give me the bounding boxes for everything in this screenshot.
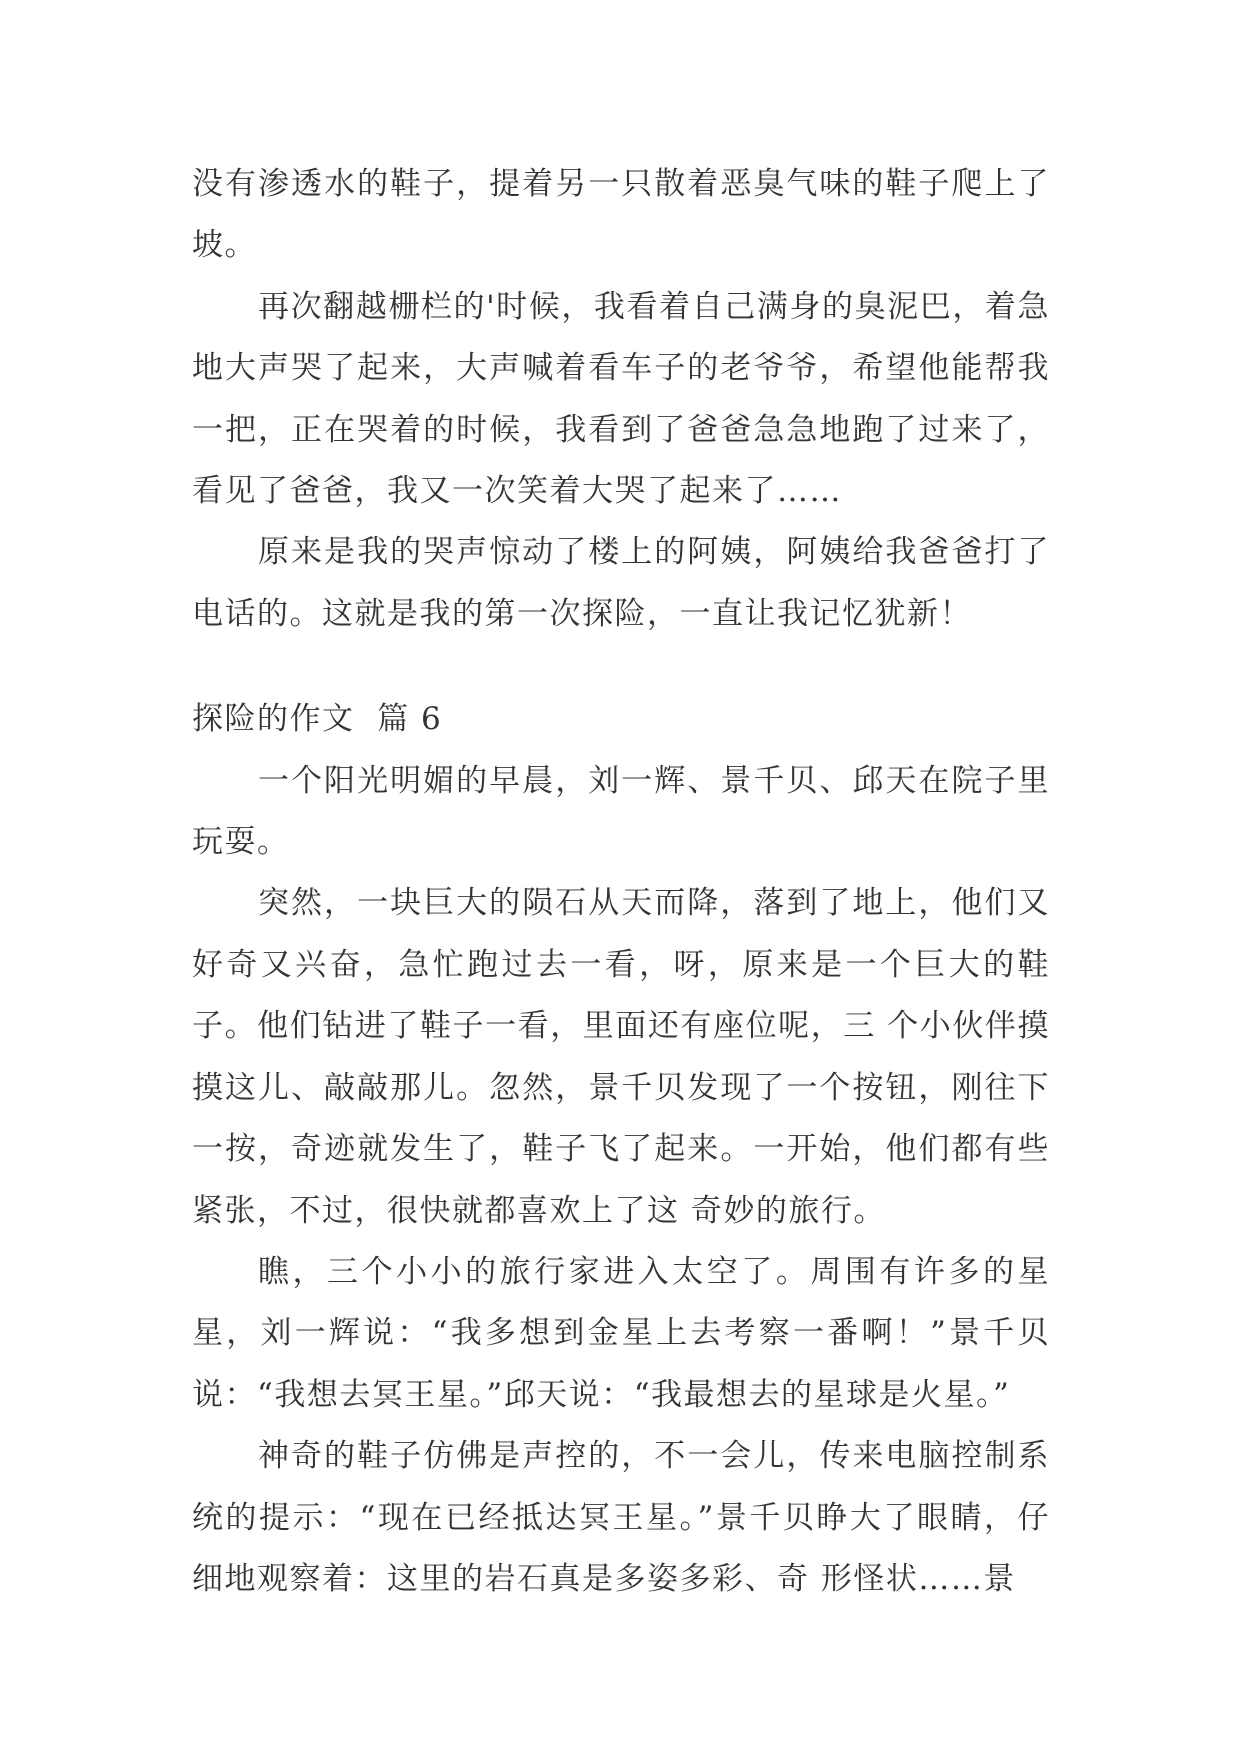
paragraph: 神奇的鞋子仿佛是声控的，不一会儿，传来电脑控制系统的提示：“现在已经抵达冥王星。”景千贝睁大了眼睛，仔细地观察着：这里的岩石真是多姿多彩、奇 形怪状……景 [192, 1438, 1050, 1597]
paragraph: 瞧，三个小小的旅行家进入太空了。周围有许多的星星，刘一辉说：“我多想到金星上去考察一番啊！”景千贝说：“我想去冥王星。”邱天说：“我最想去的星球是火星。” [192, 1253, 1050, 1413]
paragraph: 再次翻越栅栏的'时候，我看着自己满身的臭泥巴，着急地大声哭了起来，大声喊着看车子的老爷爷，希望他能帮我一把，正在哭着的时候，我看到了爸爸急急地跑了过来了，看见了爸爸，我又一次笑着大哭了起来了…… [192, 288, 1050, 510]
paragraph: 一个阳光明媚的早晨，刘一辉、景千贝、邱天在院子里玩耍。 [192, 762, 1050, 861]
paragraph: 没有渗透水的鞋子，提着另一只散着恶臭气味的鞋子爬上了坡。 [192, 166, 1050, 264]
section-title: 探险的作文 篇 6 [192, 701, 443, 738]
document-body [192, 154, 1050, 1610]
paragraph: 突然，一块巨大的陨石从天而降，落到了地上，他们又好奇又兴奋，急忙跑过去一看，呀，原来是一个巨大的鞋子。他们钻进了鞋子一看，里面还有座位呢，三 个小伙伴摸摸这儿、敲敲那儿。忽然，景千贝发现了一个按钮，刚往下一按，奇迹就发生了，鞋子飞了起来。一开始，他们都有些紧张，不过，很快就都喜欢上了这 奇妙的旅行。 [192, 885, 1050, 1229]
paragraph: 原来是我的哭声惊动了楼上的阿姨，阿姨给我爸爸打了电话的。这就是我的第一次探险，一直让我记忆犹新！ [192, 534, 1050, 632]
